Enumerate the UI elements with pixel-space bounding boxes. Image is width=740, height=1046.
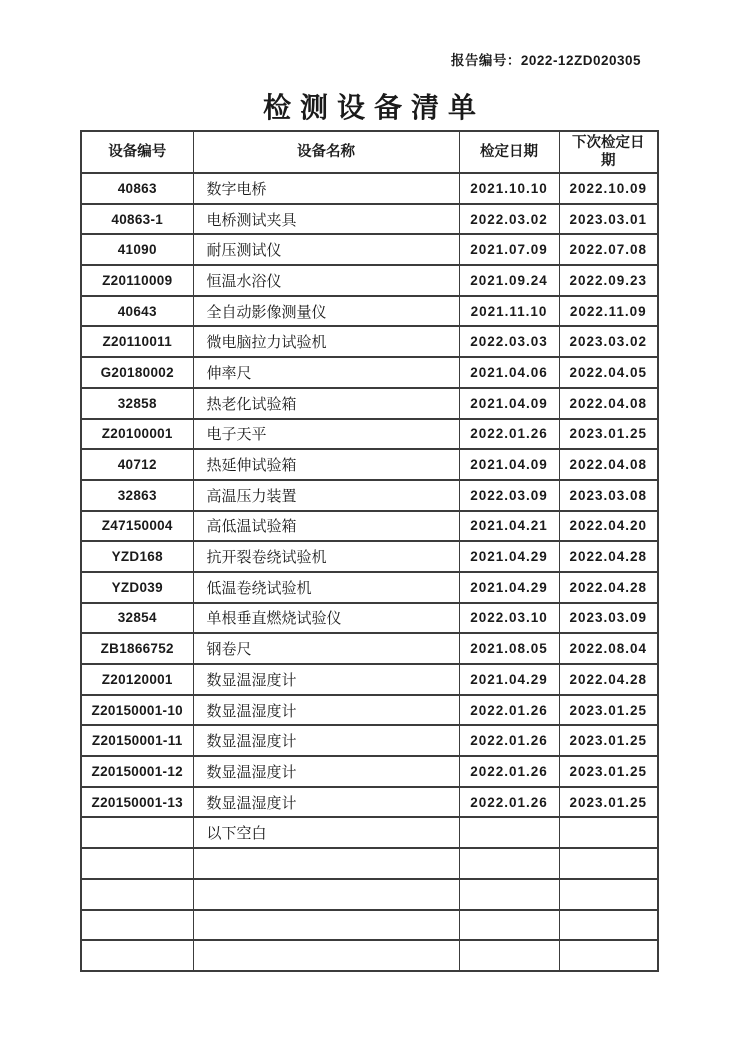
cell-calibration-date xyxy=(459,879,559,910)
cell-calibration-date: 2022.03.02 xyxy=(459,204,559,235)
cell-calibration-date: 2021.04.29 xyxy=(459,572,559,603)
table-row xyxy=(81,234,658,265)
cell-next-calibration-date: 2022.04.28 xyxy=(559,541,658,572)
cell-equipment-name xyxy=(193,940,459,971)
table-row xyxy=(81,449,658,480)
table-row xyxy=(81,265,658,296)
cell-calibration-date: 2022.03.03 xyxy=(459,326,559,357)
cell-equipment-name: 以下空白 xyxy=(193,817,459,848)
cell-equipment-id: 40643 xyxy=(81,296,193,327)
cell-equipment-id: Z20110009 xyxy=(81,265,193,296)
cell-calibration-date: 2021.09.24 xyxy=(459,265,559,296)
cell-next-calibration-date xyxy=(559,879,658,910)
table-row xyxy=(81,511,658,542)
cell-equipment-name: 耐压测试仪 xyxy=(193,234,459,265)
cell-equipment-id: Z20120001 xyxy=(81,664,193,695)
cell-next-calibration-date: 2022.04.08 xyxy=(559,449,658,480)
cell-equipment-name: 数字电桥 xyxy=(193,173,459,204)
cell-next-calibration-date: 2022.04.08 xyxy=(559,388,658,419)
cell-calibration-date: 2022.01.26 xyxy=(459,419,559,450)
cell-next-calibration-date xyxy=(559,848,658,879)
column-header-equipment-name: 设备名称 xyxy=(193,131,459,173)
cell-equipment-id: ZB1866752 xyxy=(81,633,193,664)
table-row xyxy=(81,480,658,511)
table-row xyxy=(81,326,658,357)
cell-next-calibration-date: 2023.03.02 xyxy=(559,326,658,357)
cell-calibration-date: 2022.03.09 xyxy=(459,480,559,511)
cell-calibration-date: 2021.04.09 xyxy=(459,388,559,419)
table-row xyxy=(81,204,658,235)
cell-equipment-name: 数显温湿度计 xyxy=(193,695,459,726)
cell-next-calibration-date: 2023.03.01 xyxy=(559,204,658,235)
table-row xyxy=(81,664,658,695)
cell-equipment-name xyxy=(193,848,459,879)
cell-next-calibration-date: 2022.04.20 xyxy=(559,511,658,542)
cell-equipment-name: 电桥测试夹具 xyxy=(193,204,459,235)
cell-equipment-id: Z47150004 xyxy=(81,511,193,542)
cell-equipment-id: Z20100001 xyxy=(81,419,193,450)
cell-next-calibration-date: 2022.09.23 xyxy=(559,265,658,296)
table-row xyxy=(81,879,658,910)
cell-calibration-date: 2021.04.21 xyxy=(459,511,559,542)
cell-calibration-date: 2022.01.26 xyxy=(459,787,559,818)
cell-calibration-date xyxy=(459,910,559,941)
cell-calibration-date: 2021.04.09 xyxy=(459,449,559,480)
cell-calibration-date xyxy=(459,817,559,848)
cell-equipment-id: YZD168 xyxy=(81,541,193,572)
cell-equipment-name: 数显温湿度计 xyxy=(193,756,459,787)
report-number: 报告编号：2022-12ZD020305 xyxy=(450,53,641,68)
cell-equipment-id xyxy=(81,879,193,910)
cell-calibration-date: 2022.01.26 xyxy=(459,725,559,756)
table-row xyxy=(81,756,658,787)
cell-equipment-name: 微电脑拉力试验机 xyxy=(193,326,459,357)
equipment-table-header xyxy=(81,131,658,173)
table-row xyxy=(81,419,658,450)
cell-equipment-name: 数显温湿度计 xyxy=(193,725,459,756)
cell-calibration-date xyxy=(459,848,559,879)
table-row xyxy=(81,787,658,818)
cell-equipment-id: Z20150001-12 xyxy=(81,756,193,787)
table-row xyxy=(81,940,658,971)
cell-calibration-date: 2021.04.06 xyxy=(459,357,559,388)
cell-next-calibration-date: 2022.04.05 xyxy=(559,357,658,388)
cell-next-calibration-date xyxy=(559,910,658,941)
column-header-equipment-id: 设备编号 xyxy=(81,131,193,173)
equipment-table-body xyxy=(81,173,658,971)
table-row xyxy=(81,296,658,327)
cell-equipment-name: 单根垂直燃烧试验仪 xyxy=(193,603,459,634)
cell-equipment-id xyxy=(81,910,193,941)
cell-equipment-name: 电子天平 xyxy=(193,419,459,450)
cell-next-calibration-date: 2023.03.08 xyxy=(559,480,658,511)
table-row xyxy=(81,633,658,664)
cell-calibration-date: 2021.08.05 xyxy=(459,633,559,664)
cell-equipment-id xyxy=(81,940,193,971)
table-row xyxy=(81,357,658,388)
cell-equipment-name: 全自动影像测量仪 xyxy=(193,296,459,327)
cell-next-calibration-date: 2023.01.25 xyxy=(559,787,658,818)
cell-equipment-name: 抗开裂卷绕试验机 xyxy=(193,541,459,572)
cell-equipment-id: 32854 xyxy=(81,603,193,634)
cell-next-calibration-date: 2022.08.04 xyxy=(559,633,658,664)
cell-calibration-date xyxy=(459,940,559,971)
cell-equipment-name xyxy=(193,910,459,941)
table-row xyxy=(81,541,658,572)
cell-calibration-date: 2021.11.10 xyxy=(459,296,559,327)
cell-equipment-id: Z20150001-10 xyxy=(81,695,193,726)
table-row xyxy=(81,695,658,726)
cell-calibration-date: 2022.03.10 xyxy=(459,603,559,634)
header-row xyxy=(81,131,658,173)
cell-equipment-name: 高低温试验箱 xyxy=(193,511,459,542)
cell-equipment-id: 32858 xyxy=(81,388,193,419)
cell-next-calibration-date xyxy=(559,817,658,848)
table-row xyxy=(81,572,658,603)
cell-equipment-id: 41090 xyxy=(81,234,193,265)
cell-calibration-date: 2021.07.09 xyxy=(459,234,559,265)
cell-equipment-id: G20180002 xyxy=(81,357,193,388)
cell-next-calibration-date: 2023.01.25 xyxy=(559,756,658,787)
cell-next-calibration-date: 2022.04.28 xyxy=(559,572,658,603)
table-row xyxy=(81,910,658,941)
cell-next-calibration-date: 2023.01.25 xyxy=(559,419,658,450)
cell-next-calibration-date: 2022.11.09 xyxy=(559,296,658,327)
cell-calibration-date: 2022.01.26 xyxy=(459,695,559,726)
cell-equipment-id: Z20150001-11 xyxy=(81,725,193,756)
cell-calibration-date: 2021.10.10 xyxy=(459,173,559,204)
cell-equipment-id: YZD039 xyxy=(81,572,193,603)
cell-equipment-name: 低温卷绕试验机 xyxy=(193,572,459,603)
cell-equipment-name: 数显温湿度计 xyxy=(193,664,459,695)
cell-equipment-name: 热延伸试验箱 xyxy=(193,449,459,480)
cell-equipment-name: 热老化试验箱 xyxy=(193,388,459,419)
cell-next-calibration-date: 2022.07.08 xyxy=(559,234,658,265)
page-title: 检 测 设 备 清 单 xyxy=(262,93,477,124)
cell-equipment-id: 32863 xyxy=(81,480,193,511)
cell-equipment-id: Z20150001-13 xyxy=(81,787,193,818)
cell-equipment-name: 伸率尺 xyxy=(193,357,459,388)
table-row xyxy=(81,725,658,756)
column-header-next-calibration-date: 下次检定日期 xyxy=(559,131,658,173)
cell-next-calibration-date: 2023.01.25 xyxy=(559,725,658,756)
cell-equipment-id: 40863 xyxy=(81,173,193,204)
table-row xyxy=(81,173,658,204)
equipment-table xyxy=(80,130,659,972)
table-row xyxy=(81,388,658,419)
cell-equipment-name: 恒温水浴仪 xyxy=(193,265,459,296)
cell-equipment-id xyxy=(81,848,193,879)
cell-calibration-date: 2021.04.29 xyxy=(459,664,559,695)
table-row xyxy=(81,817,658,848)
cell-equipment-id: Z20110011 xyxy=(81,326,193,357)
column-header-calibration-date: 检定日期 xyxy=(459,131,559,173)
cell-calibration-date: 2021.04.29 xyxy=(459,541,559,572)
cell-next-calibration-date: 2022.10.09 xyxy=(559,173,658,204)
cell-equipment-name: 钢卷尺 xyxy=(193,633,459,664)
cell-next-calibration-date xyxy=(559,940,658,971)
cell-equipment-name xyxy=(193,879,459,910)
cell-next-calibration-date: 2023.03.09 xyxy=(559,603,658,634)
cell-equipment-id xyxy=(81,817,193,848)
cell-equipment-name: 高温压力装置 xyxy=(193,480,459,511)
cell-equipment-id: 40863-1 xyxy=(81,204,193,235)
table-row xyxy=(81,603,658,634)
cell-equipment-name: 数显温湿度计 xyxy=(193,787,459,818)
cell-equipment-id: 40712 xyxy=(81,449,193,480)
table-row xyxy=(81,848,658,879)
cell-calibration-date: 2022.01.26 xyxy=(459,756,559,787)
cell-next-calibration-date: 2023.01.25 xyxy=(559,695,658,726)
cell-next-calibration-date: 2022.04.28 xyxy=(559,664,658,695)
